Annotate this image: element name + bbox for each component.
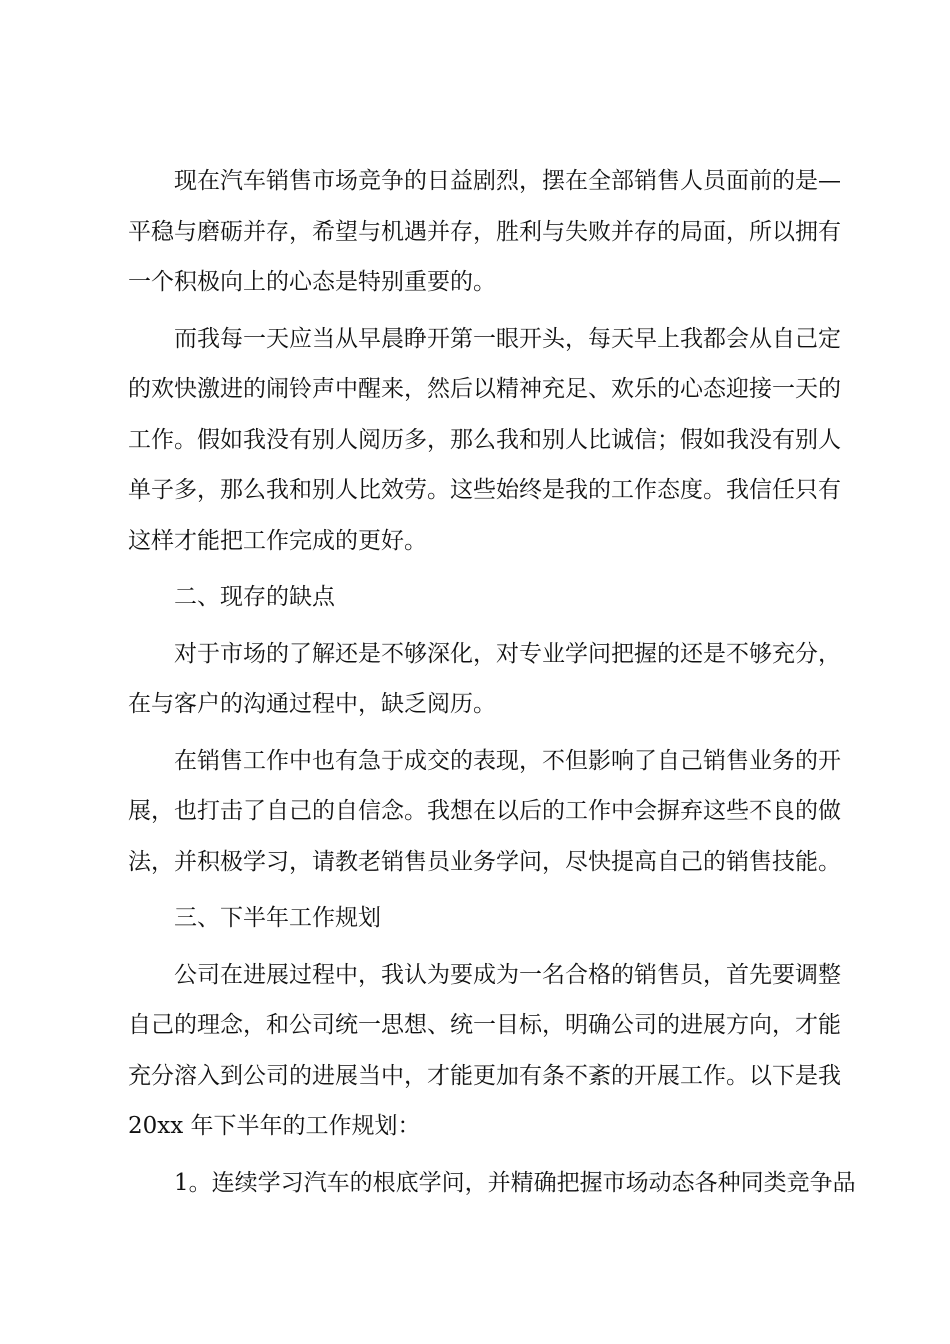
text-line: 对于市场的了解还是不够深化，对专业学问把握的还是不够充分， [174,640,841,667]
paragraph-daily-attitude [128,314,841,567]
list-item: 1。连续学习汽车的根底学问，并精确把握市场动态各种同类竞争品 [174,1169,856,1196]
text-line: 自己的理念，和公司统一思想、统一目标，明确公司的进展方向，才能 [128,1012,841,1038]
paragraph-mindset [128,156,841,308]
text-line: 一个积极向上的心态是特别重要的。 [128,269,496,295]
section-heading-plan: 三、下半年工作规划 [174,905,381,931]
text-line: 充分溶入到公司的进展当中，才能更加有条不紊的开展工作。以下是我 [128,1062,841,1089]
text-line: 工作。假如我没有别人阅历多，那么我和别人比诚信；假如我没有别人 [128,426,841,453]
text-line: 而我每一天应当从早晨睁开第一眼开头，每天早上我都会从自己定 [174,325,841,352]
text-line: 20xx 年下半年的工作规划： [128,1113,421,1139]
text-line: 现在汽车销售市场竞争的日益剧烈，摆在全部销售人员面前的是— [174,168,841,194]
paragraph-company-development [128,950,841,1152]
text-line: 在销售工作中也有急于成交的表现，不但影响了自己销售业务的开 [174,747,841,774]
text-line: 的欢快激进的闹铃声中醒来，然后以精神充足、欢乐的心态迎接一天的 [128,376,841,402]
text-line: 公司在进展过程中，我认为要成为一名合格的销售员，首先要调整 [174,961,841,988]
text-line: 法，并积极学习，请教老销售员业务学问，尽快提高自己的销售技能。 [128,848,841,875]
text-line: 展，也打击了自己的自信念。我想在以后的工作中会摒弃这些不良的做 [128,798,841,824]
paragraph-market-understanding [128,629,841,730]
text-line: 平稳与磨砺并存，希望与机遇并存，胜利与失败并存的局面，所以拥有 [128,218,841,245]
section-heading-shortcomings: 二、现存的缺点 [174,584,335,610]
text-line: 单子多，那么我和别人比效劳。这些始终是我的工作态度。我信任只有 [128,477,841,503]
document-body [128,156,856,1208]
text-line: 这样才能把工作完成的更好。 [128,527,427,554]
paragraph-sales-haste [128,736,841,888]
text-line: 在与客户的沟通过程中，缺乏阅历。 [128,691,496,717]
